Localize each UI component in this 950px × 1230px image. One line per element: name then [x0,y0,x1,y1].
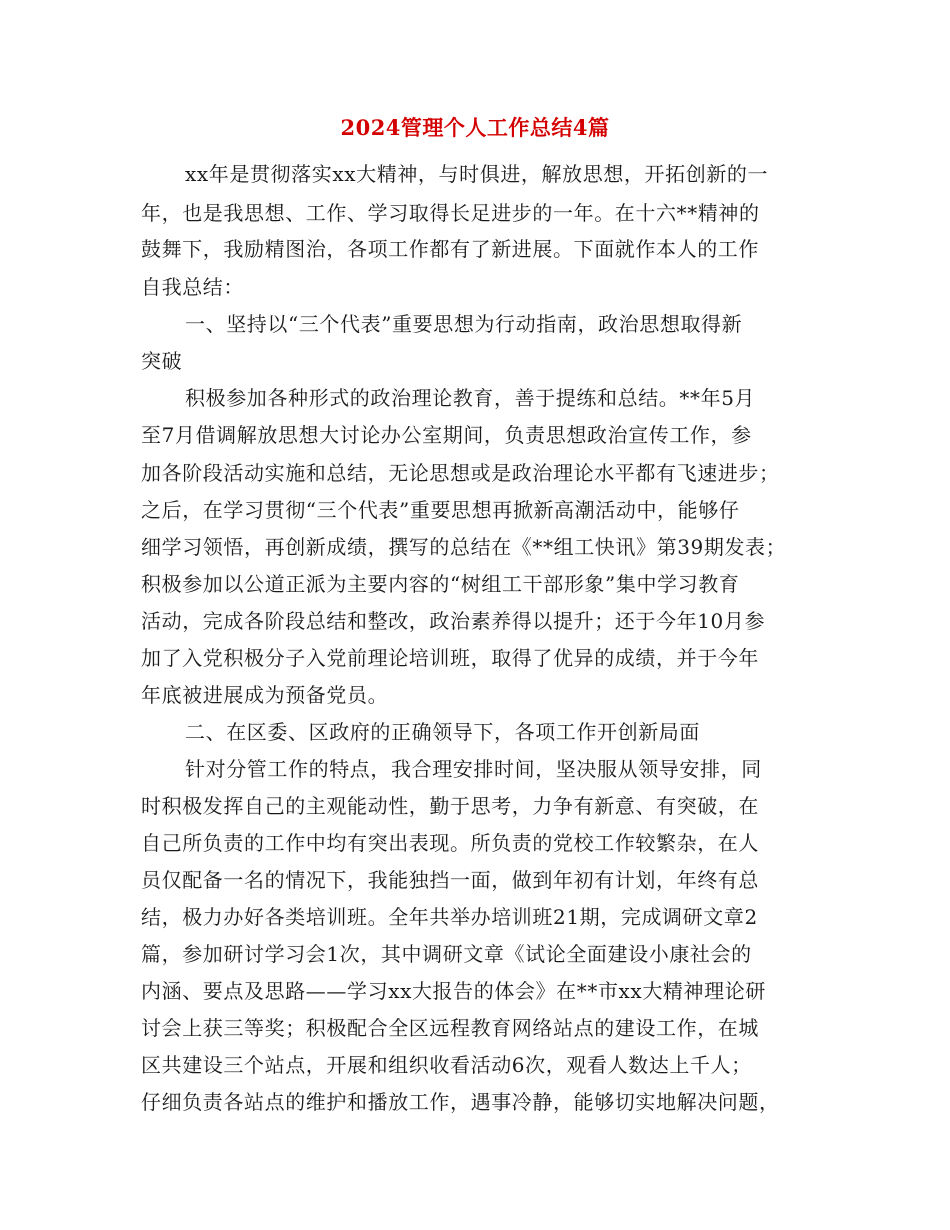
text-line: 自己所负责的工作中均有突出表现。所负责的党校工作较繁杂，在人 [141,831,759,855]
text-line: 讨会上获三等奖；积极配合全区远程教育网络站点的建设工作，在城 [141,1016,759,1040]
text-line: 积极参加以公道正派为主要内容的“树组工干部形象”集中学习教育 [141,572,740,596]
section-heading: 二、在区委、区政府的正确领导下，各项工作开创新局面 [185,720,700,744]
text-line: 细学习领悟，再创新成绩，撰写的总结在《**组工快讯》第39期发表； [141,535,787,559]
text-line: 员仅配备一名的情况下，我能独挡一面，做到年初有计划，年终有总 [141,868,759,892]
text-line: 内涵、要点及思路——学习xx大报告的体会》在**市xx大精神理论研 [141,979,766,1003]
text-line: xx年是贯彻落实xx大精神，与时俱进，解放思想，开拓创新的一 [185,162,769,186]
text-line: 年，也是我思想、工作、学习取得长足进步的一年。在十六**精神的 [141,201,760,225]
text-line: 自我总结： [141,275,244,299]
text-line: 年底被进展成为预备党员。 [141,683,389,707]
section-heading: 突破 [141,349,183,373]
text-line: 篇，参加研讨学习会1次，其中调研文章《试论全面建设小康社会的 [141,942,752,966]
text-line: 之后，在学习贯彻“三个代表”重要思想再掀新高潮活动中，能够仔 [141,498,740,522]
text-line: 加各阶段活动实施和总结，无论思想或是政治理论水平都有飞速进步； [141,461,780,485]
text-line: 仔细负责各站点的维护和播放工作，遇事冷静，能够切实地解决问题， [141,1090,780,1114]
text-line: 加了入党积极分子入党前理论培训班，取得了优异的成绩，并于今年 [141,646,759,670]
text-line: 积极参加各种形式的政治理论教育，善于提练和总结。**年5月 [185,386,756,410]
section-heading: 一、坚持以“三个代表”重要思想为行动指南，政治思想取得新 [185,312,743,336]
text-line: 活动，完成各阶段总结和整改，政治素养得以提升；还于今年10月参 [141,609,766,633]
text-line: 至7月借调解放思想大讨论办公室期间，负责思想政治宣传工作，参 [141,423,752,447]
text-line: 鼓舞下，我励精图治，各项工作都有了新进展。下面就作本人的工作 [141,237,759,261]
text-line: 区共建设三个站点，开展和组织收看活动6次，观看人数达上千人； [141,1053,752,1077]
text-line: 针对分管工作的特点，我合理安排时间，坚决服从领导安排，同 [185,757,762,781]
text-line: 时积极发挥自己的主观能动性，勤于思考，力争有新意、有突破，在 [141,794,759,818]
text-line: 结，极力办好各类培训班。全年共举办培训班21期，完成调研文章2 [141,905,758,929]
document-title: 2024管理个人工作总结4篇 [340,115,610,140]
